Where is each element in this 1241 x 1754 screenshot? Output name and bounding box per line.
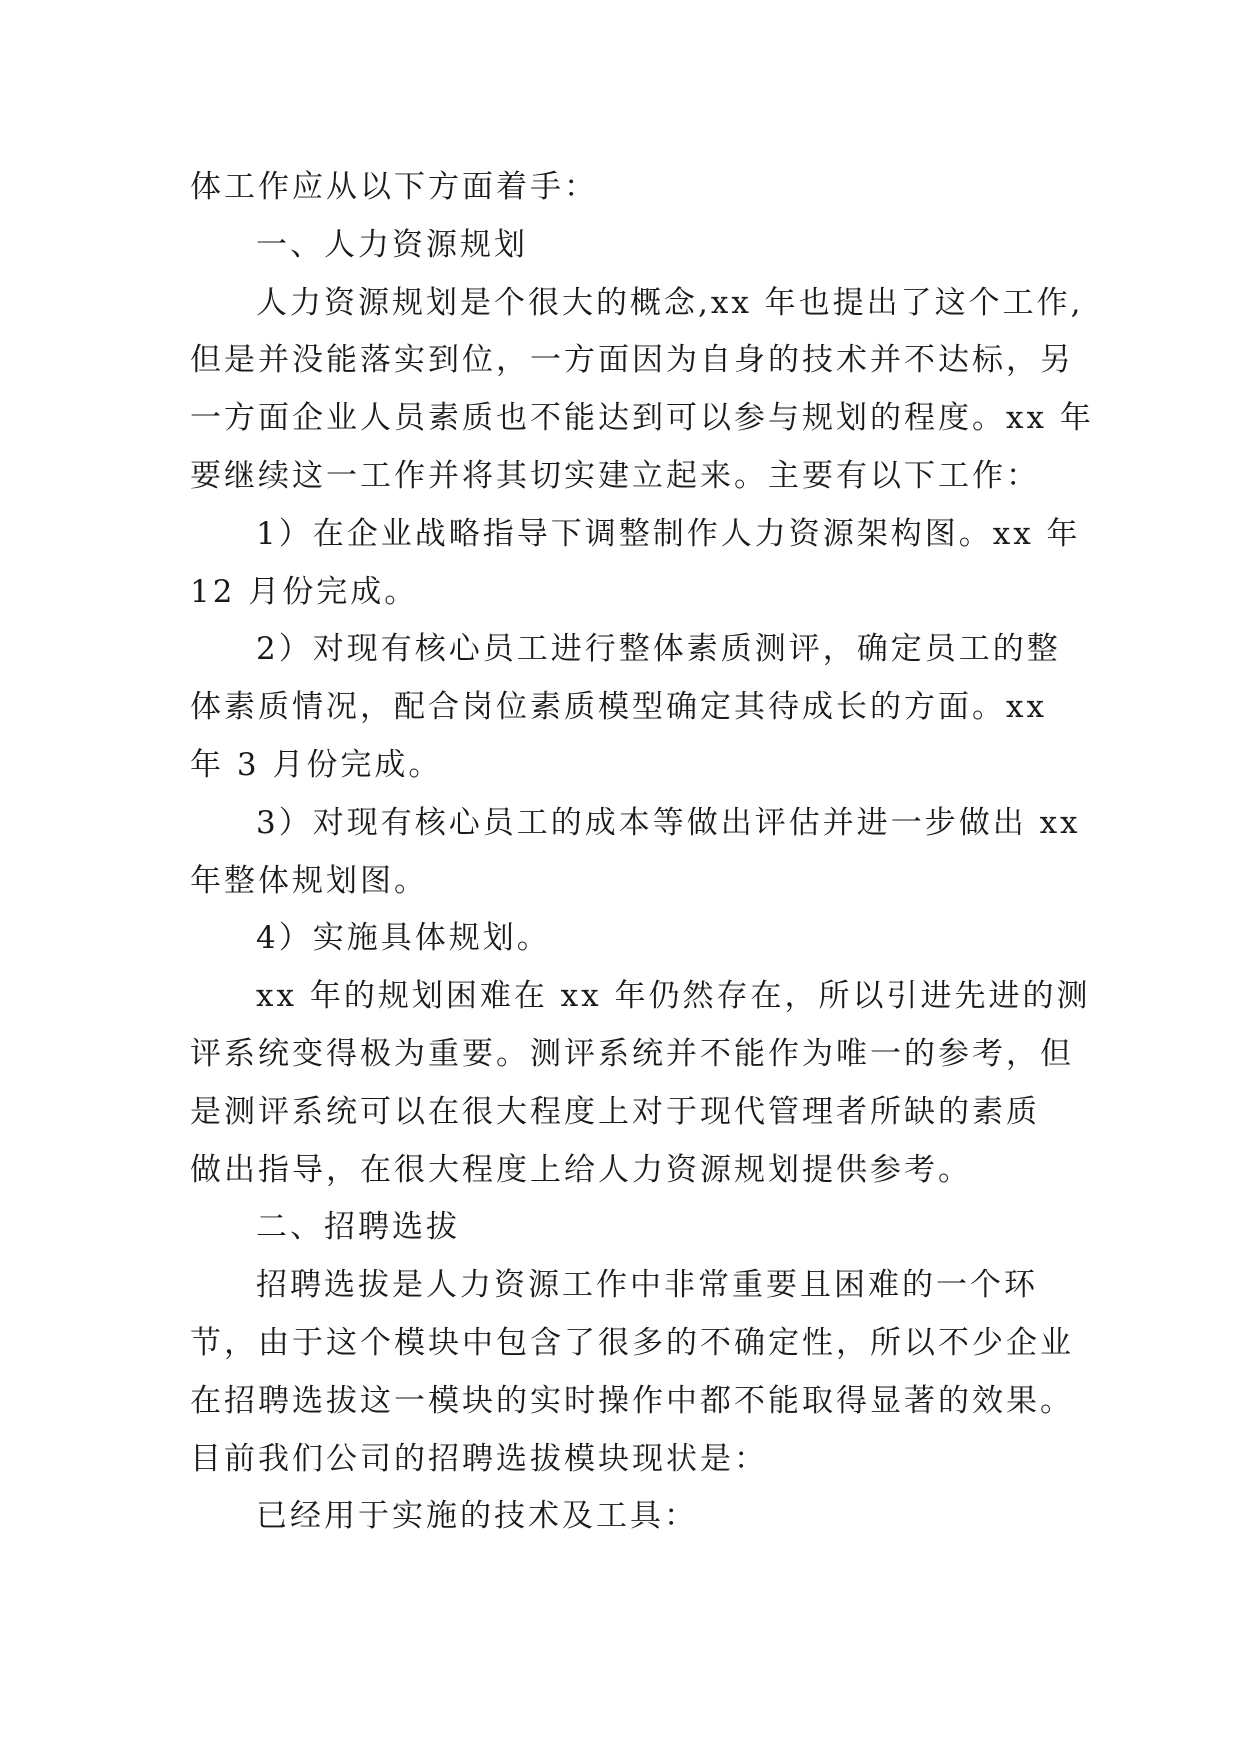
text-line: 人力资源规划是个很大的概念,xx 年也提出了这个工作,	[256, 284, 1084, 321]
text-line: 年 3 月份完成。	[190, 746, 443, 783]
list-item-3: 3）对现有核心员工的成本等做出评估并进一步做出 xx	[256, 804, 1081, 841]
text-line: 但是并没能落实到位，一方面因为自身的技术并不达标，另	[190, 342, 1074, 379]
text-line: 一方面企业人员素质也不能达到可以参与规划的程度。xx 年	[190, 400, 1094, 437]
text-line: 12 月份完成。	[190, 573, 419, 610]
text-line: xx 年的规划困难在 xx 年仍然存在，所以引进先进的测	[256, 978, 1091, 1015]
list-item-1: 1）在企业战略指导下调整制作人力资源架构图。xx 年	[256, 515, 1081, 552]
document-body	[190, 159, 1094, 1546]
list-item-4: 4）实施具体规划。	[256, 920, 551, 957]
list-item-2: 2）对现有核心员工进行整体素质测评，确定员工的整	[256, 631, 1061, 668]
text-line: 在招聘选拔这一模块的实时操作中都不能取得显著的效果。	[190, 1382, 1074, 1419]
section-heading-hr-planning: 一、人力资源规划	[256, 226, 528, 263]
text-line: 是测评系统可以在很大程度上对于现代管理者所缺的素质	[190, 1093, 1040, 1130]
text-line: 要继续这一工作并将其切实建立起来。主要有以下工作：	[190, 457, 1040, 494]
text-line: 体素质情况，配合岗位素质模型确定其待成长的方面。xx	[190, 689, 1047, 726]
section-heading-recruitment: 二、招聘选拔	[256, 1209, 460, 1246]
text-line: 目前我们公司的招聘选拔模块现状是：	[190, 1440, 768, 1477]
text-line: 评系统变得极为重要。测评系统并不能作为唯一的参考，但	[190, 1035, 1074, 1072]
text-line: 招聘选拔是人力资源工作中非常重要且困难的一个环	[256, 1267, 1038, 1304]
text-line: 节，由于这个模块中包含了很多的不确定性，所以不少企业	[190, 1324, 1074, 1361]
text-line: 做出指导，在很大程度上给人力资源规划提供参考。	[190, 1151, 972, 1188]
text-line: 年整体规划图。	[190, 862, 428, 899]
text-line: 体工作应从以下方面着手：	[190, 169, 598, 205]
text-line: 已经用于实施的技术及工具：	[256, 1498, 698, 1535]
